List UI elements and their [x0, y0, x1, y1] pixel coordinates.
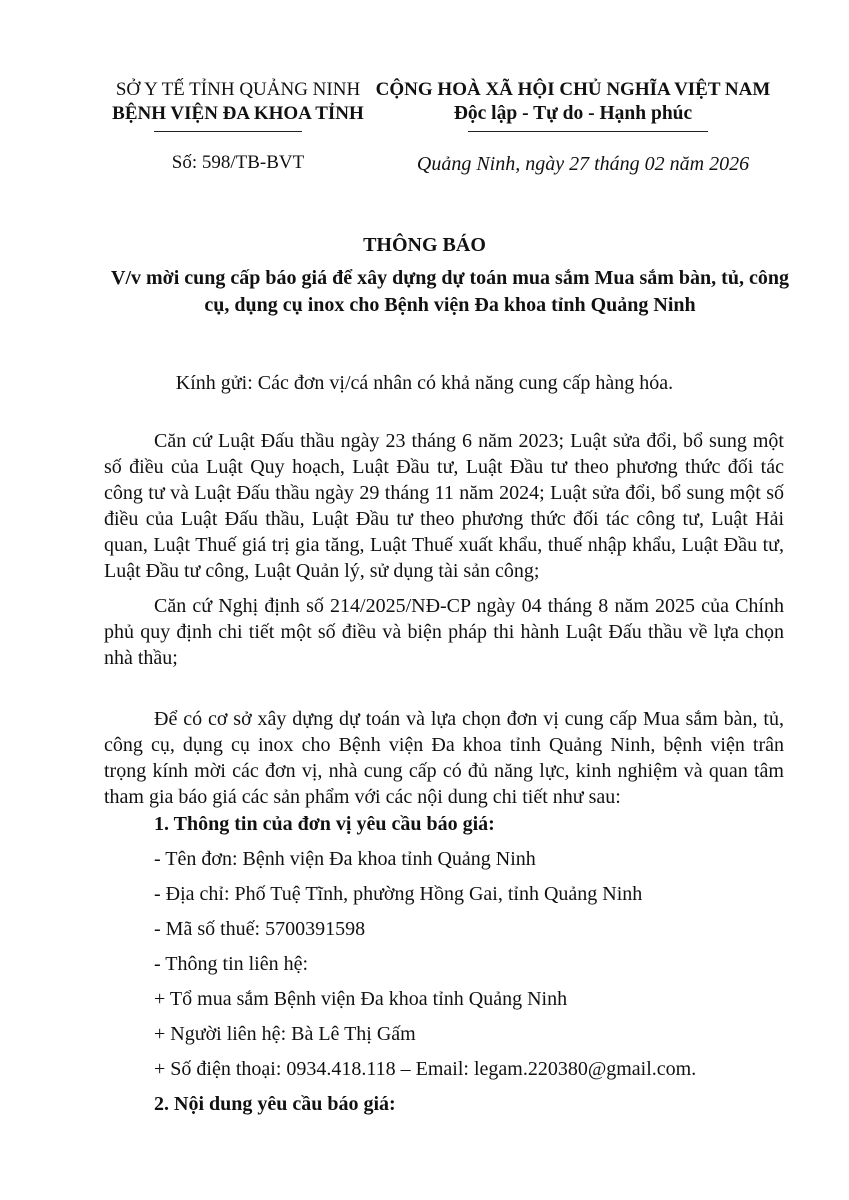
national-motto: Độc lập - Tự do - Hạnh phúc	[453, 103, 693, 124]
header-divider-right	[468, 131, 708, 132]
document-subject: V/v mời cung cấp báo giá để xây dựng dự toán mua sắm Mua sắm bàn, tủ, công cụ, dụng cụ inox cho Bệnh viện Đa khoa tỉnh Quảng Ninh	[111, 267, 789, 316]
list-item: - Mã số thuế: 5700391598	[154, 918, 366, 940]
list-item: - Địa chỉ: Phố Tuệ Tĩnh, phường Hồng Gai, tỉnh Quảng Ninh	[154, 883, 643, 905]
contact-phone-email: + Số điện thoại: 0934.418.118 – Email: legam.220380@gmail.com.	[154, 1058, 697, 1080]
list-item: + Người liên hệ: Bà Lê Thị Gấm	[154, 1023, 416, 1045]
invitation-paragraph	[104, 706, 784, 810]
place-and-date: Quảng Ninh, ngày 27 tháng 02 năm 2026	[416, 153, 750, 175]
section-heading-1: 1. Thông tin của đơn vị yêu cầu báo giá:	[154, 813, 495, 835]
document-title: THÔNG BÁO	[363, 234, 486, 256]
list-item: + Tổ mua sắm Bệnh viện Đa khoa tỉnh Quảng Ninh	[154, 988, 568, 1010]
header-divider-left	[154, 131, 302, 132]
legal-basis-paragraph-2	[104, 593, 784, 671]
legal-basis-paragraph-1	[104, 428, 784, 584]
department-name: SỞ Y TẾ TỈNH QUẢNG NINH	[115, 79, 361, 100]
issuing-authority	[88, 78, 388, 126]
section-heading-2: 2. Nội dung yêu cầu báo giá:	[154, 1093, 396, 1115]
list-item: - Tên đơn: Bệnh viện Đa khoa tỉnh Quảng Ninh	[154, 848, 536, 870]
organization-name: BỆNH VIỆN ĐA KHOA TỈNH	[112, 103, 364, 124]
document-number: Số: 598/TB-BVT	[171, 152, 305, 173]
list-item: - Thông tin liên hệ:	[154, 953, 309, 975]
paragraph-text: Căn cứ Nghị định số 214/2025/NĐ-CP ngày 04 tháng 8 năm 2025 của Chính phủ quy định chi tiết một số điều và biện pháp thi hành Luật Đấu thầu về lựa chọn nhà thầu;	[104, 595, 784, 669]
national-header	[360, 78, 786, 126]
paragraph-text: Để có cơ sở xây dựng dự toán và lựa chọn đơn vị cung cấp Mua sắm bàn, tủ, công cụ, dụng cụ inox cho Bệnh viện Đa khoa tỉnh Quảng Ninh, bệnh viện trân trọng kính mời các đơn vị, nhà cung cấp có đủ năng lực, kinh nghiệm và quan tâm tham gia báo giá các sản phẩm với các nội dung chi tiết như sau:	[104, 708, 784, 808]
recipient-line: Kính gửi: Các đơn vị/cá nhân có khả năng cung cấp hàng hóa.	[175, 372, 674, 394]
nation-name: CỘNG HOÀ XÃ HỘI CHỦ NGHĨA VIỆT NAM	[375, 79, 771, 100]
paragraph-text: Căn cứ Luật Đấu thầu ngày 23 tháng 6 năm 2023; Luật sửa đổi, bổ sung một số điều của Luật Quy hoạch, Luật Đầu tư, Luật Đầu tư theo phương thức đối tác công tư và Luật Đấu thầu ngày 29 tháng 11 năm 2024; Luật sửa đổi, bổ sung một số điều của Luật Đấu thầu, Luật Đầu tư theo phương thức đối tác công tư, Luật Hải quan, Luật Thuế giá trị gia tăng, Luật Thuế xuất khẩu, thuế nhập khẩu, Luật Đầu tư, Luật Đầu tư công, Luật Quản lý, sử dụng tài sản công;	[104, 430, 784, 582]
